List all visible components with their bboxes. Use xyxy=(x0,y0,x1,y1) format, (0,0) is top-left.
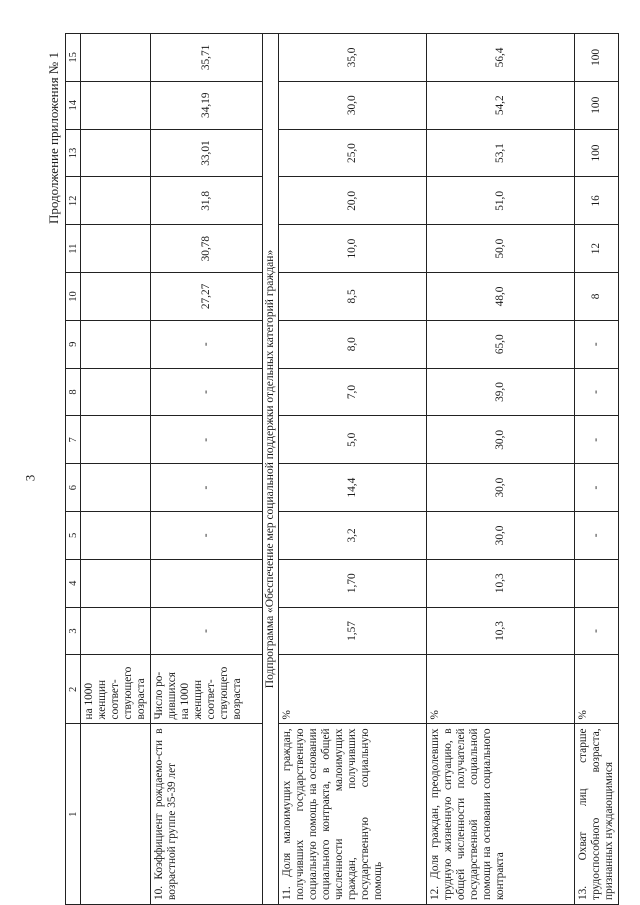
subprogram-title: Подпрограмма «Обеспечение мер социальной поддержки отдельных категорий граждан» xyxy=(263,34,279,905)
value-cell xyxy=(81,225,151,273)
column-number: 4 xyxy=(66,559,81,607)
value-cell: 56,4 xyxy=(427,34,575,82)
value-cell: 1,70 xyxy=(279,559,427,607)
value-cell: 25,0 xyxy=(279,129,427,177)
value-cell: - xyxy=(575,320,619,368)
value-cell: 48,0 xyxy=(427,273,575,321)
unit-cell: Число ро-дившихся на 1000 женщин соответ-ствующего возраста xyxy=(151,655,263,724)
value-cell: - xyxy=(575,607,619,655)
value-cell: 12 xyxy=(575,225,619,273)
value-cell: 30,0 xyxy=(427,464,575,512)
value-cell: - xyxy=(575,368,619,416)
table-row xyxy=(427,34,575,905)
value-cell xyxy=(575,559,619,607)
value-cell xyxy=(151,559,263,607)
value-cell: - xyxy=(151,464,263,512)
value-cell: 100 xyxy=(575,129,619,177)
value-cell: 16 xyxy=(575,177,619,225)
value-cell: - xyxy=(575,464,619,512)
value-cell: 7,0 xyxy=(279,368,427,416)
column-number: 1 xyxy=(66,724,81,905)
value-cell: 30,0 xyxy=(427,416,575,464)
value-cell: 5,0 xyxy=(279,416,427,464)
value-cell: 8,0 xyxy=(279,320,427,368)
value-cell: 51,0 xyxy=(427,177,575,225)
column-number: 15 xyxy=(66,34,81,82)
unit-cell: % xyxy=(279,655,427,724)
value-cell: - xyxy=(151,607,263,655)
value-cell xyxy=(81,512,151,560)
column-number: 8 xyxy=(66,368,81,416)
value-cell: 14,4 xyxy=(279,464,427,512)
value-cell: 27,27 xyxy=(151,273,263,321)
value-cell: - xyxy=(151,416,263,464)
value-cell: 100 xyxy=(575,34,619,82)
value-cell: 31,8 xyxy=(151,177,263,225)
value-cell: 1,57 xyxy=(279,607,427,655)
value-cell: 30,78 xyxy=(151,225,263,273)
value-cell xyxy=(81,34,151,82)
column-number: 13 xyxy=(66,129,81,177)
value-cell xyxy=(81,416,151,464)
value-cell: 54,2 xyxy=(427,81,575,129)
unit-cell: % xyxy=(575,655,619,724)
value-cell: 39,0 xyxy=(427,368,575,416)
value-cell: - xyxy=(575,416,619,464)
value-cell: 65,0 xyxy=(427,320,575,368)
indicator-name: 12. Доля граждан, преодолевших трудную жизненную ситуацию, в общей численности получателей государственной социальной помощи на основании социального контракта xyxy=(427,724,575,905)
table-body xyxy=(66,34,619,905)
table-row xyxy=(151,34,263,905)
column-number: 14 xyxy=(66,81,81,129)
value-cell xyxy=(81,464,151,512)
indicators-table xyxy=(65,33,619,905)
value-cell xyxy=(81,81,151,129)
table-row xyxy=(279,34,427,905)
column-number: 5 xyxy=(66,512,81,560)
value-cell xyxy=(81,129,151,177)
value-cell: 8 xyxy=(575,273,619,321)
value-cell: 30,0 xyxy=(279,81,427,129)
value-cell: 33,01 xyxy=(151,129,263,177)
value-cell: 50,0 xyxy=(427,225,575,273)
value-cell xyxy=(81,607,151,655)
indicator-name: 11. Доля малоимущих граждан, получивших государственную социальную помощь на основании социального контракта, в общей численности малоимущих граждан, получивших государственную социальную помощь xyxy=(279,724,427,905)
value-cell: - xyxy=(151,512,263,560)
value-cell: 8,5 xyxy=(279,273,427,321)
indicator-name: 13. Охват лиц старше трудоспособного возраста, признанных нуждающимися xyxy=(575,724,619,905)
column-number: 11 xyxy=(66,225,81,273)
value-cell: - xyxy=(151,368,263,416)
value-cell: 53,1 xyxy=(427,129,575,177)
column-number: 9 xyxy=(66,320,81,368)
column-number: 10 xyxy=(66,273,81,321)
value-cell: - xyxy=(151,320,263,368)
value-cell: 10,3 xyxy=(427,607,575,655)
value-cell xyxy=(81,559,151,607)
value-cell: 10,3 xyxy=(427,559,575,607)
table-row xyxy=(575,34,619,905)
indicator-name: 10. Коэффициент рождаемо-сти в возрастной группе 35-39 лет xyxy=(151,724,263,905)
value-cell: 10,0 xyxy=(279,225,427,273)
indicator-name xyxy=(81,724,151,905)
subprogram-row xyxy=(263,34,279,905)
value-cell: 34,19 xyxy=(151,81,263,129)
value-cell: 35,0 xyxy=(279,34,427,82)
rotated-table-container xyxy=(65,33,615,905)
value-cell: 30,0 xyxy=(427,512,575,560)
value-cell: 3,2 xyxy=(279,512,427,560)
header-row xyxy=(66,34,81,905)
value-cell: - xyxy=(575,512,619,560)
value-cell xyxy=(81,320,151,368)
value-cell: 35,71 xyxy=(151,34,263,82)
appendix-label: Продолжение приложения № 1 xyxy=(45,52,61,224)
column-number: 2 xyxy=(66,655,81,724)
value-cell xyxy=(81,368,151,416)
value-cell xyxy=(81,273,151,321)
unit-cell: % xyxy=(427,655,575,724)
column-number: 3 xyxy=(66,607,81,655)
value-cell: 20,0 xyxy=(279,177,427,225)
column-number: 7 xyxy=(66,416,81,464)
page-number: 3 xyxy=(22,474,38,482)
value-cell: 100 xyxy=(575,81,619,129)
table-row xyxy=(81,34,151,905)
unit-cell: на 1000 женщин соответ-ствующего возраста xyxy=(81,655,151,724)
value-cell xyxy=(81,177,151,225)
column-number: 6 xyxy=(66,464,81,512)
column-number: 12 xyxy=(66,177,81,225)
